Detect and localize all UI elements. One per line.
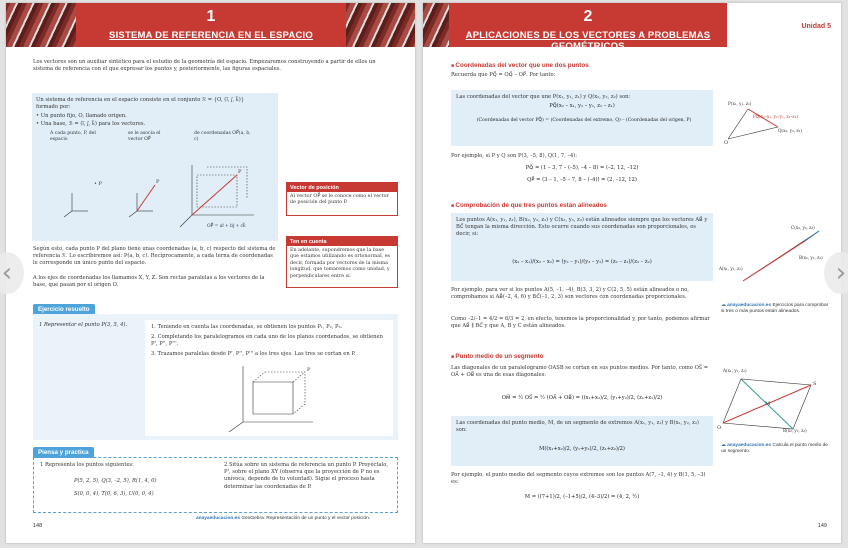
- chapter-number: 1: [206, 8, 216, 25]
- fig1-label-p: P(x₁, y₁, z₁): [728, 101, 752, 106]
- coords-formula-words: (Coordenadas del vector PQ⃗) = (Coordenadas del extremo, Q) – (Coordenadas del origen, P): [476, 118, 692, 123]
- link-site: anayaeducacion.es: [196, 516, 240, 521]
- banner-photo-left-2: [346, 3, 415, 47]
- position-vector-note: [286, 182, 398, 216]
- midpoint-example: Por ejemplo, el punto medio del segmento cuyos extremos son los puntos A(7, –1, 4) y B(1, 5, –3) es:: [451, 472, 706, 486]
- definition-line2: formado por:: [36, 104, 71, 110]
- chapter-title-right: APLICACIONES DE LOS VECTORES A PROBLEMAS GEOMÉTRICOS: [465, 30, 711, 52]
- aligned-link-text: Ejercicios para comprobar si tres o más puntos están alineados.: [721, 303, 829, 314]
- svg-text:S: S: [813, 381, 817, 387]
- aligned-example: Por ejemplo, para ver si los puntos A(5, –1, –4), B(3, 3, 2) y C(2, 5, 5) están alineados o no, comprobamos si AB⃗(–2, 4, 6) y BC⃗(–1, 2, 3) son vectores con coordenadas proporcionales.: [451, 287, 689, 301]
- parallelogram-figure: [715, 373, 825, 433]
- exercise-3d-diagram: [223, 362, 323, 434]
- coords-example: Por ejemplo, si P y Q son P(3, –5, 8), Q(1, 7, –4):: [451, 153, 578, 159]
- point-p-1: • P: [94, 181, 102, 187]
- cloud-icon: ☁: [721, 303, 726, 308]
- practice-item-1: 1 Representa los puntos siguientes:: [40, 462, 134, 468]
- fig1-label-q: Q(x₂, y₂, z₂): [778, 128, 802, 133]
- aligned-example-2: Como –2/–1 = 4/2 = 6/3 = 2, en efecto, tenemos la proporcionalidad y, por tanto, podemos afirmar que AB⃗ ∥ BC⃗ y que A, B y C están alineados.: [451, 316, 710, 330]
- coords-formula-eq: PQ⃗(x₂ – x₁, y₂ – y₁, z₂ – z₁): [549, 103, 615, 109]
- chapter-title: SISTEMA DE REFERENCIA EN EL ESPACIO: [109, 30, 313, 41]
- intro-paragraph: Los vectores son un auxiliar sintético para el estudio de la geometría del espacio. Empezaremos construyendo a partir de ellos un sistema de referencia con el que expresar los puntos y, posteriormente, las figuras espaciales.: [33, 59, 376, 73]
- section-title-aligned: ■ Comprobación de que tres puntos están alineados: [451, 202, 607, 209]
- body-paragraph-1: Según esto, cada punto P del plano tiene unas coordenadas (a, b, c) respecto del sistema de referencia ℛ. Lo escribiremos así: P(a, b, c). Recíprocamente, a cada terna de coordenadas le corresponde un único punto del espacio.: [33, 246, 276, 267]
- definition-item-origin: • Un punto fijo, O, llamado origen.: [36, 113, 127, 119]
- point-p-2: P: [156, 179, 160, 185]
- exercise-solution-panel: [145, 320, 393, 436]
- midpoint-formula-box: [451, 416, 713, 466]
- page-number-left: 148: [33, 523, 43, 529]
- page-right: [423, 3, 841, 543]
- aligned-formula-box: [451, 213, 713, 281]
- midpoint-link-text: Calcula el punto medio de un segmento.: [721, 443, 828, 454]
- midpoint-formula-eq: M((x₁+x₂)/2, (y₁+y₂)/2, (z₁+z₂)/2): [539, 446, 625, 452]
- coords-formula-box: [451, 90, 713, 146]
- practice-box: [33, 457, 398, 513]
- vector-op-3: [192, 175, 237, 215]
- diagram-caption-2: se le asocia el vector OP⃗: [128, 131, 161, 142]
- chevron-left-icon: ‹: [1, 258, 13, 288]
- exercise-step-3: 3. Trazamos paralelas desde P', P'', P''' a los tres ejes. Las tres se cortan en P.: [151, 351, 356, 357]
- diagram-caption-3: de coordenadas OP⃗(a, b, c): [194, 131, 251, 142]
- svg-text:O: O: [717, 425, 722, 431]
- banner-photo-right: [423, 3, 449, 47]
- section-title-midpoint: ■ Punto medio de un segmento: [451, 353, 544, 360]
- section-title-coords: ■ Coordenadas del vector que une dos puntos: [451, 62, 589, 69]
- position-vector-text: Al vector OP⃗ se le conoce como el vector de posición del punto P.: [290, 194, 389, 206]
- unit-label: Unidad 5: [801, 23, 831, 30]
- midpoint-link-site: anayaeducacion.es: [727, 443, 772, 448]
- definition-line1: Un sistema de referencia en el espacio consiste en el conjunto ℛ = {O, (i⃗, j⃗, k⃗)}: [36, 97, 245, 103]
- geogebra-link[interactable]: [196, 516, 406, 522]
- practice-item-2: 2 Sitúa sobre un sistema de referencia un punto P. Proyéctalo, P', sobre el plano XY (observa que la proyección de P no es unívoca, depende de tu voluntad). Sigue el proceso hasta determinar las coordenadas de P.: [224, 462, 389, 490]
- svg-text:M: M: [765, 401, 771, 407]
- vector-op-2: [137, 185, 155, 211]
- banner-photo-left: [6, 3, 76, 47]
- midpoint-intro: Las diagonales de un paralelogramo OASB se cortan en sus puntos medios. Por tanto, como OS⃗ = OA⃗ + OB⃗ es una de esas diagonales:: [451, 365, 709, 379]
- definition-item-base: • Una base, ℬ = (i⃗, j⃗, k⃗) para los vectores.: [36, 121, 146, 127]
- keep-in-mind-title: Ten en cuenta: [287, 237, 397, 246]
- midpoint-derivation: OM⃗ = ½ OS⃗ = ½ (OA⃗ + OB⃗) = ((x₁+x₂)/2, (y₁+y₂)/2, (z₁+z₂)/2): [501, 395, 663, 401]
- fig3-label-a: A(x₁, y₁, z₁): [723, 368, 747, 373]
- fig2-label-b: B(x₂, y₂, z₂): [799, 255, 823, 260]
- diagram-equation: OP⃗ = ai⃗ + bj⃗ + ck⃗: [207, 224, 246, 229]
- practice-item-1-points-a: P(5, 2, 5), Q(3, –2, 5), R(1, 4, 0): [74, 478, 157, 484]
- fig2-label-a: A(x₁, y₁, z₁): [719, 266, 743, 271]
- fig3-label-b: B(x₂, y₂, z₂): [783, 428, 807, 433]
- midpoint-link[interactable]: [721, 443, 833, 455]
- chapter-banner-right: [423, 3, 727, 52]
- solved-exercise-box: [33, 314, 398, 440]
- coords-example-eq2: QP⃗ = (3 – 1, –5 – 7, 8 – (–4)) = (2, –12, 12): [527, 177, 637, 183]
- practice-header: Piensa y practica: [33, 447, 94, 458]
- coords-example-eq1: PQ⃗ = (1 – 3, 7 – (–5), –4 – 8) = (–2, 12, –12): [525, 165, 639, 171]
- page-left: [6, 3, 415, 543]
- midpoint-example-eq: M = ((7+1)/2, (–1+5)/2, (4–3)/2) = (4, 2, ½): [524, 494, 640, 500]
- midpoint-formula-text: Las coordenadas del punto medio, M, de un segmento de extremos A(x₁, y₁, z₁) y B(x₂, y₂, z₂) son:: [456, 420, 699, 434]
- exercise-step-2: 2. Completando los paralelogramos en cada uno de los planos coordenados, se obtienen P', P'', P'''.: [151, 334, 383, 348]
- aligned-formula-text: Los puntos A(x₁, y₁, z₁), B(x₂, y₂, z₂) y C(x₃, y₃, z₃) están alineados siempre que los vectores AB⃗ y BC⃗ tengan la misma dirección. Esto ocurre cuando sus coordenadas son proporcionales, es decir, si:: [456, 217, 708, 238]
- chevron-right-icon: ›: [835, 258, 847, 288]
- section-coords-intro: Recuerda que PQ⃗ = OQ⃗ – OP⃗. Por tanto:: [451, 72, 556, 78]
- aligned-formula-eq: (x₂ – x₁)/(x₃ – x₂) = (y₂ – y₁)/(y₃ – y₂) = (z₂ – z₁)/(z₃ – z₂): [512, 259, 652, 265]
- link-text: GeoGebra. Representación de un punto y el vector posición.: [241, 516, 371, 521]
- aligned-exercises-link[interactable]: [721, 303, 831, 315]
- cloud-icon: ☁: [721, 443, 726, 448]
- keep-in-mind-note: [286, 236, 398, 288]
- diagram-caption-1: A cada punto, P, del espacio: [50, 131, 96, 142]
- chapter-number-right: 2: [583, 8, 593, 25]
- axis-j-2: [129, 211, 137, 217]
- aligned-link-site: anayaeducacion.es: [727, 303, 772, 308]
- position-vector-title: Vector de posición: [287, 183, 397, 192]
- body-paragraph-2: A los ejes de coordenadas los llamamos X, Y, Z. Son rectas paralelas a los vectores de la base, que pasan por el origen O.: [33, 275, 265, 289]
- practice-item-1-points-b: S(0, 0, 4), T(0, 6, 3), U(0, 0, 4): [74, 491, 154, 497]
- fig1-label-vector: PQ⃗(x₂–x₁, y₂–y₁, z₂–z₁): [753, 114, 798, 119]
- chapter-banner-left: [6, 3, 415, 47]
- coords-formula-text: Las coordenadas del vector que une P(x₁, y₁, z₁) y Q(x₂, y₂, z₂) son:: [456, 94, 631, 100]
- exercise-step-1: 1. Teniendo en cuenta las coordenadas, se obtienen los puntos P₁, P₂, P₃.: [151, 324, 343, 330]
- page-number-right: 149: [817, 523, 827, 529]
- solved-exercise-header: Ejercicio resuelto: [33, 304, 95, 315]
- point-p-3: P: [238, 169, 242, 175]
- keep-in-mind-text: En adelante, supondremos que la base que estamos utilizando es ortonormal, es decir, formada por vectores de la misma longitud, que tomaremos como unidad, y perpendiculares entre sí.: [290, 248, 390, 279]
- svg-text:P: P: [307, 367, 311, 373]
- definition-box: [32, 93, 278, 241]
- axis-j-1: [64, 211, 72, 217]
- exercise-prompt: 1 Representar el punto P(3, 5, 4).: [39, 322, 128, 328]
- svg-text:O: O: [724, 140, 729, 146]
- fig2-label-c: C(x₃, y₃, z₃): [791, 225, 815, 230]
